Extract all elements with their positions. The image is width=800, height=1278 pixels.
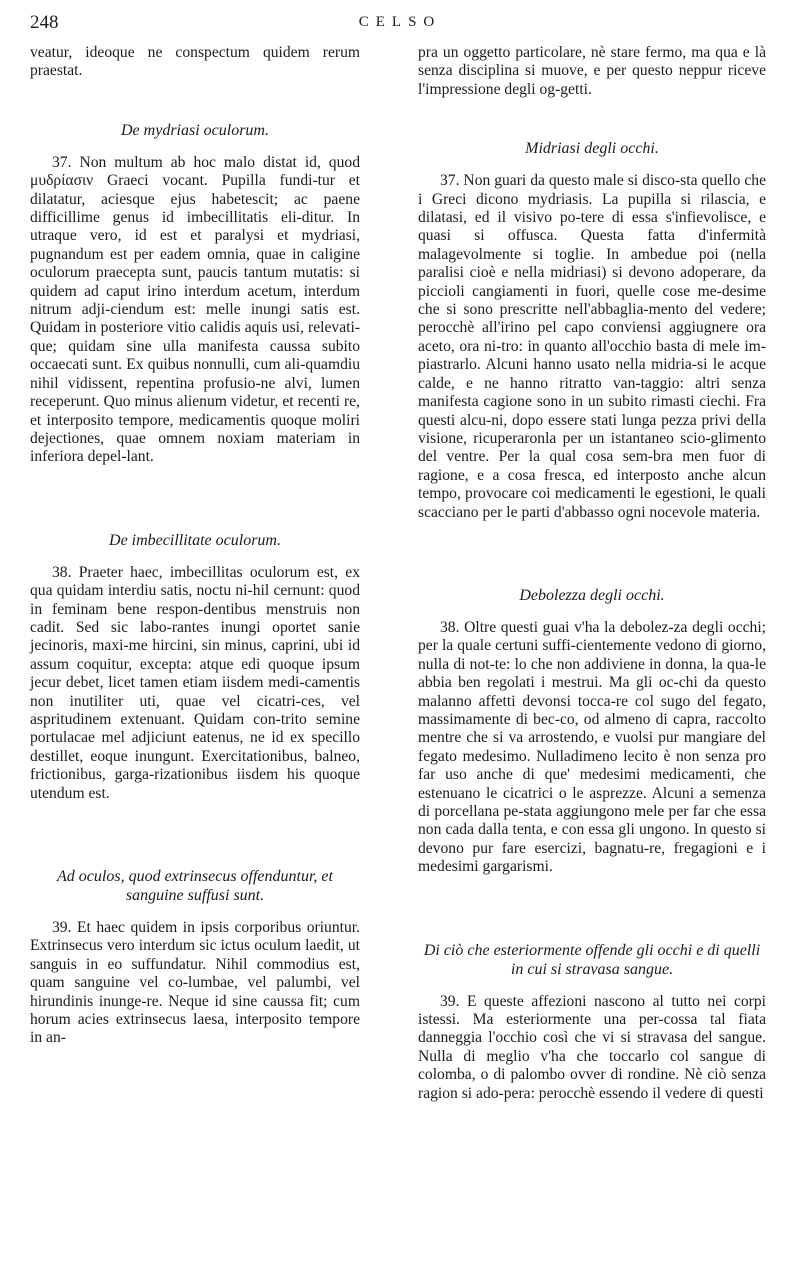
italian-paragraph-38: 38. Oltre questi guai v'ha la debolez-za degli occhi; per la quale certuni suffi-cientemente vedono di giorno, nulla di not-te: lo che non addiviene in donna, la qua-le abbia ben regolati i mestrui. Ma gli oc-chi da questo malanno affetti devonsi tocca-re col sugo del fegato, massimamente di bec-co, od almeno di capra, raccolto mentre che si va arrostendo, e vuolsi pur mangiare del fegato medesimo. Nulladimeno lecito è non senza pro far uso anche di que' medesimi medicamenti, che estenuano le cicatrici o le asprezze. Alcuni a semenza di porcellana pe-stata aggiungono mele per far che essa non cada dalla tenta, e con essa gli ungono. In questo si devono pur fare esercizi, bagnatu-re, fregagioni e i medesimi gargarismi.	[418, 618, 766, 876]
italian-paragraph-39: 39. E queste affezioni nascono al tutto nei corpi istessi. Ma esteriormente una per-cossa tal fiata danneggia l'occhio così che vi si stravasa del sangue. Nulla di meglio v'ha che toccarlo col sangue di colomba, o di palombo ovver di rondine. Nè ciò senza ragion si ado-pera: perocchè essendo il vedere di questi	[418, 992, 766, 1102]
italian-heading-offese: Di ciò che esteriormente offende gli occhi e di quelli in cui si stravasa sangue.	[423, 941, 761, 978]
italian-intro-paragraph: pra un oggetto particolare, nè stare fermo, ma qua e là senza disciplina si muove, e per questo neppur riceve l'impressione degli og-getti.	[418, 44, 766, 98]
latin-paragraph-39: 39. Et haec quidem in ipsis corporibus oriuntur. Extrinsecus vero interdum sic ictus oculum laedit, ut sanguis in eo suffundatur. Nihil commodius est, quam sanguine vel co-lumbae, vel palumbi, vel hirundinis inunge-re. Neque id sine caussa fit; cum horum acies extrinsecus laesa, interposito tempore in an-	[30, 919, 360, 1047]
latin-intro-paragraph: veatur, ideoque ne conspectum quidem rerum praestat.	[30, 44, 360, 80]
latin-heading-mydriasis: De mydriasi oculorum.	[121, 121, 269, 139]
latin-paragraph-37: 37. Non multum ab hoc malo distat id, quod μυδρίασιν Graeci vocant. Pupilla fundi-tur et dilatatur, aciesque ejus habetescit; ac paene difficillime genus id imbecillitatis eli-ditur. In utraque vero, id est et paralysi et mydriasi, pugnandum est per eadem omnia, quae in caligine oculorum praecepta sunt, paucis tantum mutatis: si quidem ad caput irino interdum acetum, interdum nitrum adji-ciendum est: melle inungi satis est. Quidam in posteriore vitio calidis aquis usi, relevati-que; quidam sine ulla manifesta caussa subito occaecati sunt. Ex quibus nonnulli, cum ali-quamdiu nihil vidissent, repentina profusio-ne alvi, lumen receperunt. Quo minus alienum videtur, et recenti re, et interposito tempore, medicamentis quoque moliri dejectiones, quae omnem noxiam materiam in inferiora depel-lant.	[30, 153, 360, 466]
running-head: CELSO	[358, 14, 442, 30]
page-header	[30, 10, 770, 38]
italian-paragraph-37: 37. Non guari da questo male si disco-sta quello che i Greci dicono mydriasis. La pupilla si rilascia, e dilatasi, ed il visivo po-tere di essa s'infievolisce, e quasi si offusca. Questa fatta d'infermità malagevolmente si toglie. In ambedue poi (nella paralisi cioè e nella midriasi) si devono adoperare, da piccioli cangiamenti in fuori, quelle cose me-desime che si sono prescritte nell'abbaglia-mento del vedere; perocchè all'irino pel capo conviensi aggiugnere ora aceto, ora ni-tro: in quanto all'occhio basta di mele im-piastrarlo. Alcuni hanno usato nella midria-si le acque calde, e ne hanno ritratto van-taggio: altri senza manifesta cagione sono in un subito rimasti ciechi. Fra questi alcu-ni, dopo essere stati lunga pezza privi della visione, ricuperaronla per un istantaneo scio-glimento del ventre. Per la qual cosa sem-bra men fuor di ragione, e a cosa fresca, ed interposto anche alcun tempo, provocare coi medicamenti le egestioni, le quali scacciano per le parti d'abbasso ogni nocevole materia.	[418, 172, 766, 521]
italian-column	[418, 44, 766, 1103]
latin-heading-weakness: De imbecillitate oculorum.	[109, 531, 281, 549]
latin-column	[30, 44, 360, 1048]
latin-paragraph-38: 38. Praeter haec, imbecillitas oculorum est, ex qua quidam interdiu satis, noctu ni-hil cernunt: quod in feminam bene respon-dentibus menstruis non cadit. Sed sic labo-rantes inungi oportet sanie jecinoris, maxi-me hircini, sin minus, caprini, ubi id assum coquitur, excepta: atque edi quoque ipsum jecur debet, licet tamen etiam iisdem medi-camentis non inutiliter uti, quae vel cicatri-ces, vel aspritudinem extenuant. Quidam con-trito semine portulacae mel adjiciunt eatenus, ne id ex specillo destillet, eoque inungunt. Exercitationibus, balneo, frictionibus, garga-rizationibus iisdem his quoque utendum est.	[30, 563, 360, 802]
page-number: 248	[30, 12, 59, 33]
italian-heading-debolezza: Debolezza degli occhi.	[519, 586, 665, 604]
italian-heading-midriasi: Midriasi degli occhi.	[525, 140, 659, 158]
latin-heading-injury: Ad oculos, quod extrinsecus offenduntur, et sanguine suffusi sunt.	[57, 868, 333, 904]
